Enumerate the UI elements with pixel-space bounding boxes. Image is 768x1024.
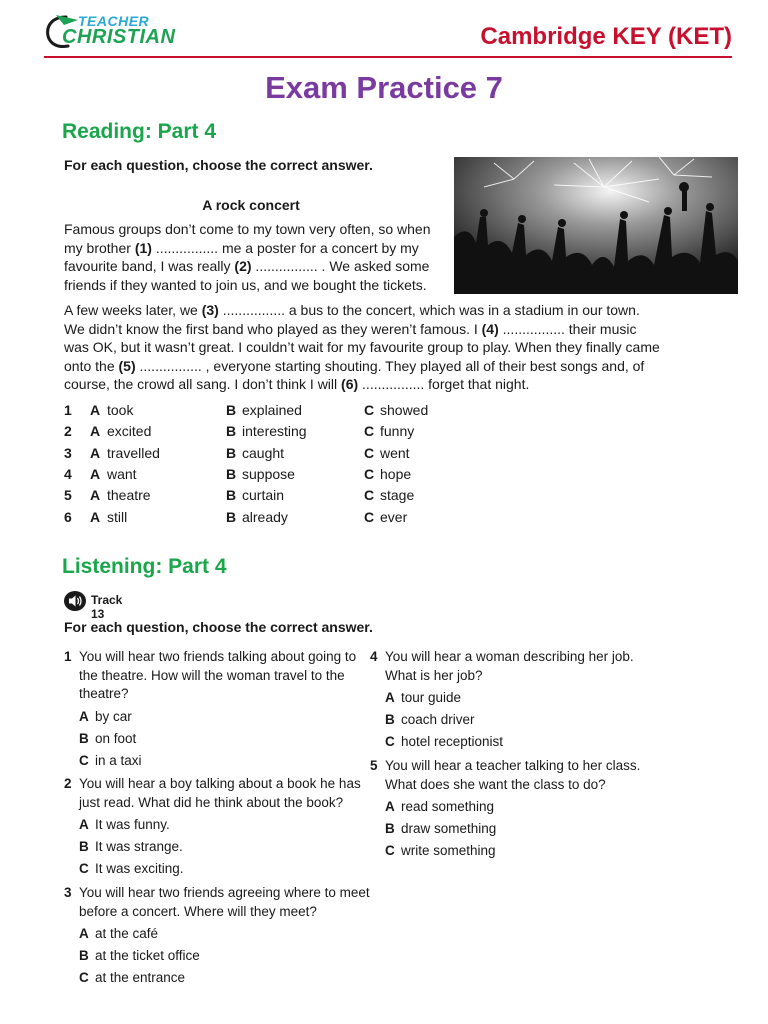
question-number: 6 (64, 508, 72, 525)
question-number: 4 (370, 649, 378, 664)
listening-instruction: For each question, choose the correct answer. (64, 619, 373, 635)
option-letter: B (226, 508, 237, 525)
option-text: at the ticket office (95, 948, 200, 963)
option-b-text: already (242, 508, 288, 525)
gap-number: (2) (234, 258, 252, 274)
option-letter: B (226, 423, 237, 440)
option-b-text: interesting (242, 423, 307, 440)
header-divider (44, 56, 732, 58)
option-text: hotel receptionist (401, 734, 504, 749)
option-letter: B (226, 487, 237, 504)
gap-number: (4) (481, 320, 499, 337)
option-c-text: hope (380, 465, 412, 482)
option-letter: A (79, 817, 89, 832)
question-number: 2 (64, 776, 72, 791)
gap-number: (3) (201, 302, 219, 318)
track-number: Track 13 (91, 593, 123, 621)
option-letter: C (385, 843, 395, 858)
gap-number: (5) (118, 357, 136, 374)
story-title: A rock concert (202, 197, 300, 213)
option-letter: C (364, 508, 375, 525)
story-text: A few weeks later, we (64, 302, 202, 318)
option-letter: A (90, 402, 101, 418)
option-text: at the café (95, 926, 159, 941)
question-number: 1 (64, 402, 72, 418)
option-letter: A (90, 444, 101, 461)
logo-christian-text: CHRISTIAN (62, 26, 176, 48)
option-letter: A (385, 690, 395, 705)
concert-crowd-photo (454, 157, 738, 294)
option-a-text: excited (107, 423, 152, 440)
question-text-line: What does she want the class to do? (385, 776, 606, 792)
question-text-line: What is her job? (385, 667, 483, 683)
option-text: on foot (95, 730, 137, 746)
question-text-line: You will hear a teacher talking to her class. (385, 758, 641, 773)
option-text: draw something (401, 821, 497, 836)
reading-instruction: For each question, choose the correct answer. (64, 157, 373, 173)
story-text: ................ a bus to the concert, which was in a stadium in our town. We didn’t know the first band who played as they weren’t famous. I (64, 302, 640, 337)
option-letter: C (364, 402, 375, 418)
story-paragraph-2 (64, 301, 664, 394)
option-letter: C (364, 465, 375, 482)
reading-heading: Reading: Part 4 (62, 120, 217, 143)
question-number: 5 (64, 487, 72, 504)
option-c-text: went (380, 444, 410, 461)
option-text: at the entrance (95, 970, 186, 985)
option-letter: A (79, 708, 89, 724)
option-letter: B (385, 712, 395, 727)
question-number: 4 (64, 465, 72, 482)
story-text: ................ , everyone starting shouting. They played all of their best songs and, of course, the crowd all sang. I don’t think I will (64, 357, 645, 392)
option-letter: C (364, 423, 375, 440)
option-a-text: took (107, 402, 134, 418)
option-a-text: still (107, 508, 128, 525)
question-text-line: theatre? (79, 686, 129, 701)
option-letter: B (79, 948, 89, 963)
option-text: read something (401, 799, 495, 814)
speaker-icon (64, 591, 86, 611)
option-text: It was exciting. (95, 861, 184, 876)
question-text-line: You will hear a boy talking about a book he has (79, 776, 361, 791)
option-letter: C (79, 970, 89, 985)
listening-heading: Listening: Part 4 (62, 555, 227, 578)
option-text: write something (401, 843, 496, 858)
option-a-text: theatre (107, 487, 151, 504)
gap-number: (1) (134, 239, 152, 256)
option-text: coach driver (401, 712, 475, 727)
option-letter: B (79, 839, 89, 854)
question-text-line: You will hear two friends agreeing where to meet (79, 885, 370, 900)
option-a-text: travelled (107, 444, 160, 461)
question-number: 3 (64, 444, 72, 461)
option-letter: B (226, 402, 237, 418)
question-text-line: the theatre. How will the woman travel to the (79, 667, 345, 683)
story-text: ................ their music was OK, but it wasn’t great. I couldn’t wait for my favourite group to play. When they finally came onto the (64, 320, 660, 374)
option-letter: C (79, 861, 89, 876)
question-text-line: You will hear two friends talking about going to (79, 649, 357, 664)
story-text: ................ me a poster for a concert by my favourite band, I was really (64, 239, 419, 274)
option-b-text: suppose (242, 465, 295, 482)
option-c-text: stage (380, 487, 415, 504)
question-number: 2 (64, 423, 72, 440)
question-text-line: before a concert. Where will they meet? (79, 903, 317, 919)
story-paragraph-1 (64, 220, 434, 294)
option-letter: B (226, 444, 237, 461)
option-text: It was strange. (95, 839, 183, 854)
option-letter: A (79, 926, 89, 941)
option-text: by car (95, 708, 132, 724)
question-text-line: just read. What did he think about the book? (79, 794, 344, 810)
option-letter: C (364, 487, 375, 504)
option-letter: A (385, 799, 395, 814)
story-text: Famous groups don’t come to my town very often, so when my brother (64, 221, 431, 256)
option-letter: C (364, 444, 375, 461)
option-letter: A (90, 423, 101, 440)
option-letter: C (79, 752, 89, 768)
option-text: in a taxi (95, 752, 142, 768)
option-b-text: explained (242, 402, 302, 418)
logo-teacher-text: TEACHER (78, 13, 150, 29)
story-text: ................ . We asked some friends if they wanted to join us, and we bought the tickets. (64, 258, 430, 293)
option-b-text: caught (242, 444, 285, 461)
question-number: 1 (64, 649, 72, 664)
option-b-text: curtain (242, 487, 285, 504)
option-letter: B (226, 465, 237, 482)
question-number: 3 (64, 885, 72, 900)
option-letter: B (385, 821, 395, 836)
option-a-text: want (107, 465, 137, 482)
option-letter: B (79, 730, 89, 746)
page-title: Exam Practice 7 (265, 70, 503, 105)
story-text: ................ forget that night. (358, 376, 530, 392)
option-text: tour guide (401, 690, 462, 705)
question-number: 5 (370, 758, 378, 773)
teacher-christian-logo (44, 10, 176, 52)
gap-number: (6) (341, 376, 359, 392)
option-c-text: ever (380, 508, 408, 525)
question-text-line: You will hear a woman describing her job. (385, 649, 634, 664)
option-text: It was funny. (95, 817, 170, 832)
option-letter: A (90, 508, 101, 525)
option-letter: C (385, 734, 395, 749)
option-letter: A (90, 465, 101, 482)
option-c-text: funny (380, 423, 415, 440)
option-c-text: showed (380, 402, 429, 418)
exam-name: Cambridge KEY (KET) (480, 23, 732, 50)
option-letter: A (90, 487, 101, 504)
